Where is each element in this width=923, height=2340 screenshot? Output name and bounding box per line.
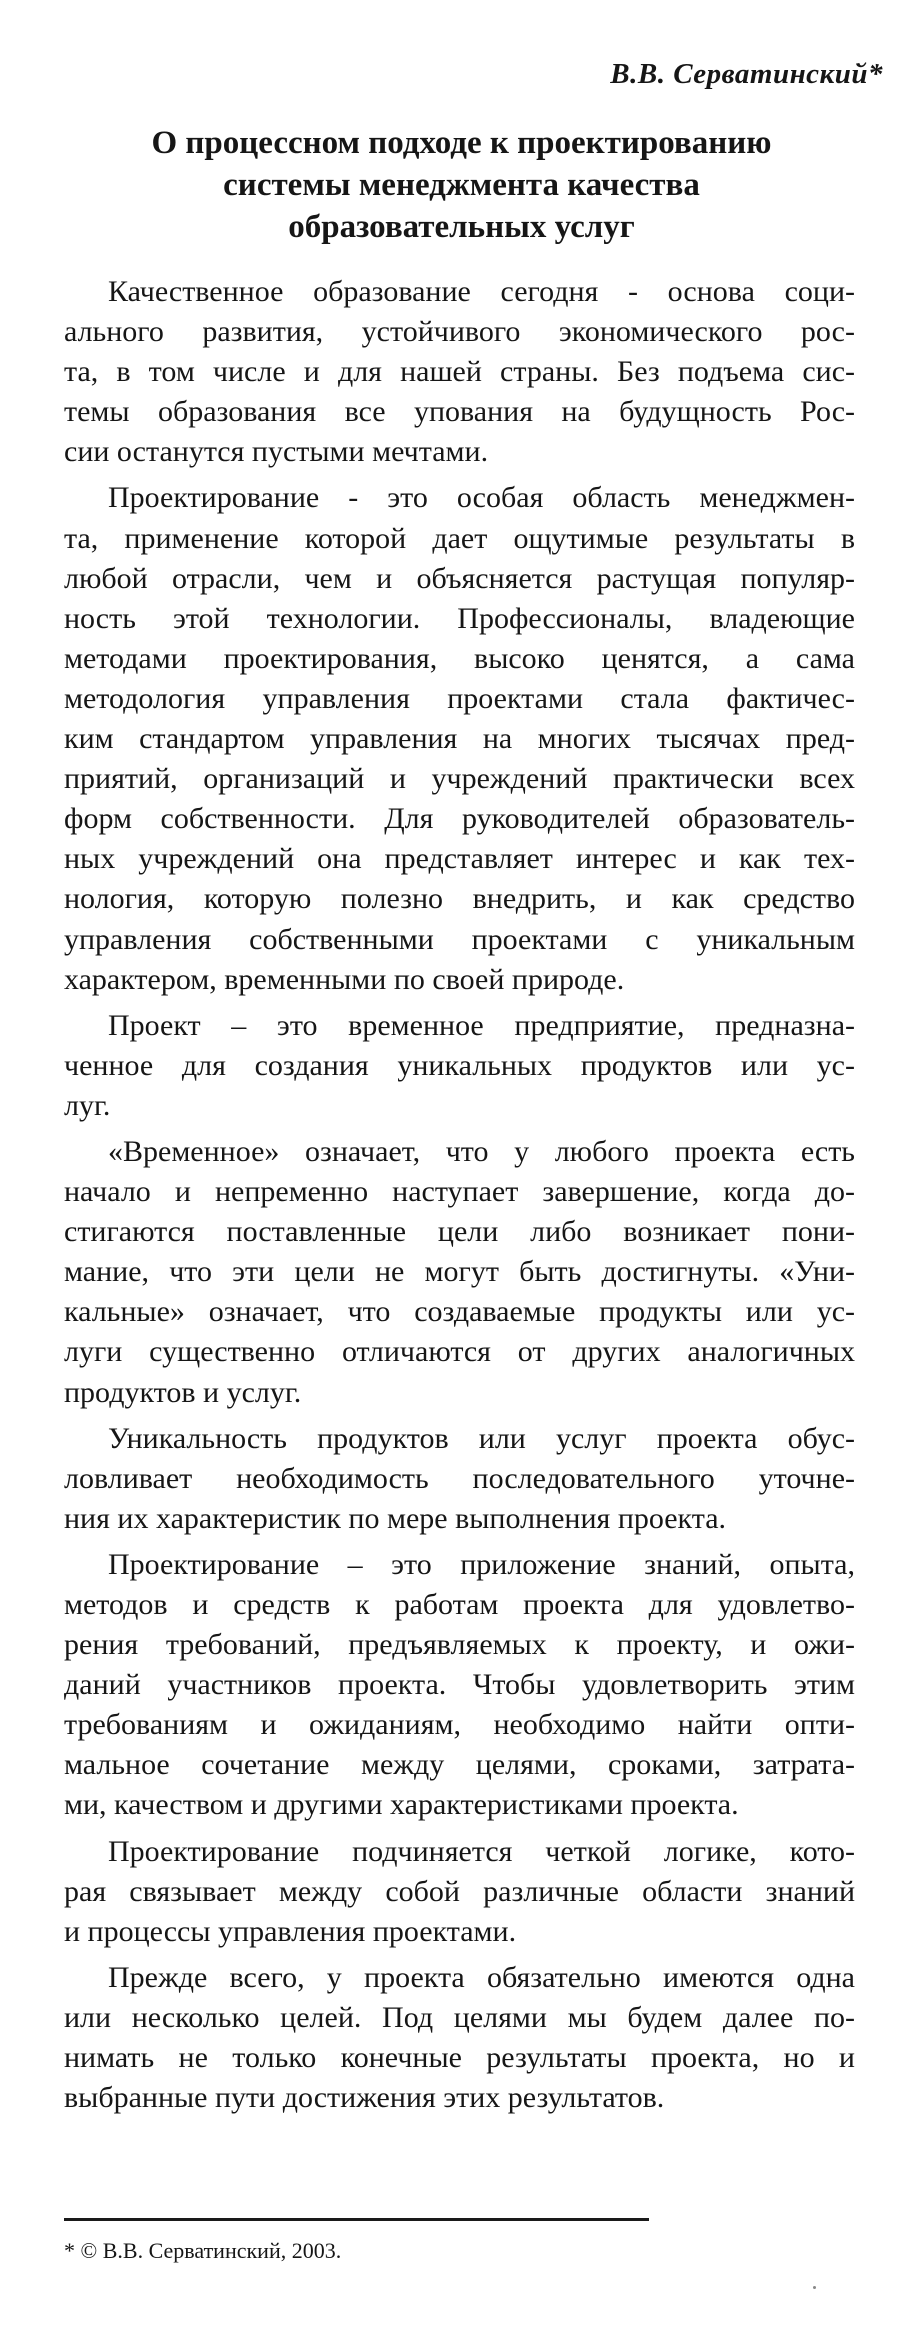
text-line: Качественное образование сегодня - основа соци- <box>108 275 855 308</box>
paragraph <box>64 1832 855 1952</box>
text-line: методов и средств к работам проекта для удовлетво- <box>64 1588 855 1621</box>
article-body <box>64 272 855 2124</box>
text-line: Проектирование подчиняется четкой логике, кото- <box>108 1834 855 1868</box>
paragraph <box>64 1006 855 1126</box>
text-line: Проектирование – это приложение знаний, опыта, <box>108 1547 855 1581</box>
text-line: та, применение которой дает ощутимые результаты в <box>64 521 855 555</box>
text-line: ми, качеством и другими характеристиками проекта. <box>64 1788 739 1822</box>
paragraph <box>64 1545 855 1826</box>
paragraph <box>64 478 855 999</box>
text-line: нимать не только конечные результаты проекта, но и <box>64 2041 855 2075</box>
text-line: методами проектирования, высоко ценятся, а сама <box>64 641 855 675</box>
text-line: нология, которую полезно внедрить, и как средство <box>64 882 855 916</box>
paragraph <box>64 1419 855 1539</box>
text-line: «Временное» означает, что у любого проекта есть <box>108 1134 855 1168</box>
text-line: ченное для создания уникальных продуктов или ус- <box>64 1048 855 1082</box>
text-line: требованиям и ожиданиям, необходимо найти опти- <box>64 1708 855 1742</box>
author-name: В.В. Серватинский* <box>610 58 883 90</box>
title-line: системы менеджмента качества <box>223 167 700 203</box>
text-line: приятий, организаций и учреждений практически всех <box>64 762 855 796</box>
text-line: луги существенно отличаются от других аналогичных <box>64 1335 855 1369</box>
text-line: ность этой технологии. Профессионалы, владеющие <box>64 601 855 635</box>
text-line: выбранные пути достижения этих результатов. <box>64 2081 665 2115</box>
text-line: ния их характеристик по мере выполнения проекта. <box>64 1501 727 1535</box>
article-title <box>60 122 863 248</box>
text-line: характером, временными по своей природе. <box>64 962 625 996</box>
text-line: сии останутся пустыми мечтами. <box>64 435 489 469</box>
text-line: рая связывает между собой различные области знаний <box>64 1874 855 1908</box>
text-line: или несколько целей. Под целями мы будем далее по- <box>64 2000 855 2034</box>
text-line: Проект – это временное предприятие, предназна- <box>108 1008 855 1042</box>
text-line: мальное сочетание между целями, сроками, затрата- <box>64 1748 855 1782</box>
text-line: и процессы управления проектами. <box>64 1914 517 1948</box>
text-line: Проектирование - это особая область менеджмен- <box>108 481 855 515</box>
title-line: О процессном подходе к проектированию <box>151 125 772 161</box>
text-line: продуктов и услуг. <box>64 1375 302 1409</box>
text-line: ального развития, устойчивого экономического рос- <box>64 315 855 349</box>
text-line: любой отрасли, чем и объясняется растущая популяр- <box>64 561 855 595</box>
text-line: мание, что эти цели не могут быть достигнуты. «Уни- <box>64 1255 855 1289</box>
text-line: ных учреждений она представляет интерес и как тех- <box>64 842 855 876</box>
title-line: образовательных услуг <box>288 209 635 245</box>
text-line: темы образования все упования на будущность Рос- <box>64 395 855 429</box>
text-line: Уникальность продуктов или услуг проекта обус- <box>108 1421 855 1455</box>
text-line: методология управления проектами стала фактичес- <box>64 681 855 715</box>
paragraph <box>64 1958 855 2118</box>
text-line: Прежде всего, у проекта обязательно имеются одна <box>108 1960 855 1994</box>
text-line: рения требований, предъявляемых к проекту, и ожи- <box>64 1628 855 1662</box>
text-line: управления собственными проектами с уникальным <box>64 922 855 956</box>
text-line: даний участников проекта. Чтобы удовлетворить этим <box>64 1668 855 1702</box>
text-line: ким стандартом управления на многих тысячах пред- <box>64 722 855 756</box>
text-line: форм собственности. Для руководителей образователь- <box>64 802 855 836</box>
text-line: кальные» означает, что создаваемые продукты или ус- <box>64 1295 855 1329</box>
text-line: стигаются поставленные цели либо возникает пони- <box>64 1215 855 1249</box>
footnote: * © В.В. Серватинский, 2003. <box>64 2238 342 2263</box>
text-line: луг. <box>64 1088 111 1122</box>
scan-speck <box>813 2286 816 2289</box>
text-line: начало и непременно наступает завершение, когда до- <box>64 1175 855 1209</box>
text-line: та, в том числе и для нашей страны. Без подъема сис- <box>64 355 855 389</box>
text-line: ловливает необходимость последовательного уточне- <box>64 1461 855 1495</box>
paragraph <box>64 272 855 472</box>
footnote-divider <box>64 2218 649 2221</box>
paragraph <box>64 1132 855 1413</box>
